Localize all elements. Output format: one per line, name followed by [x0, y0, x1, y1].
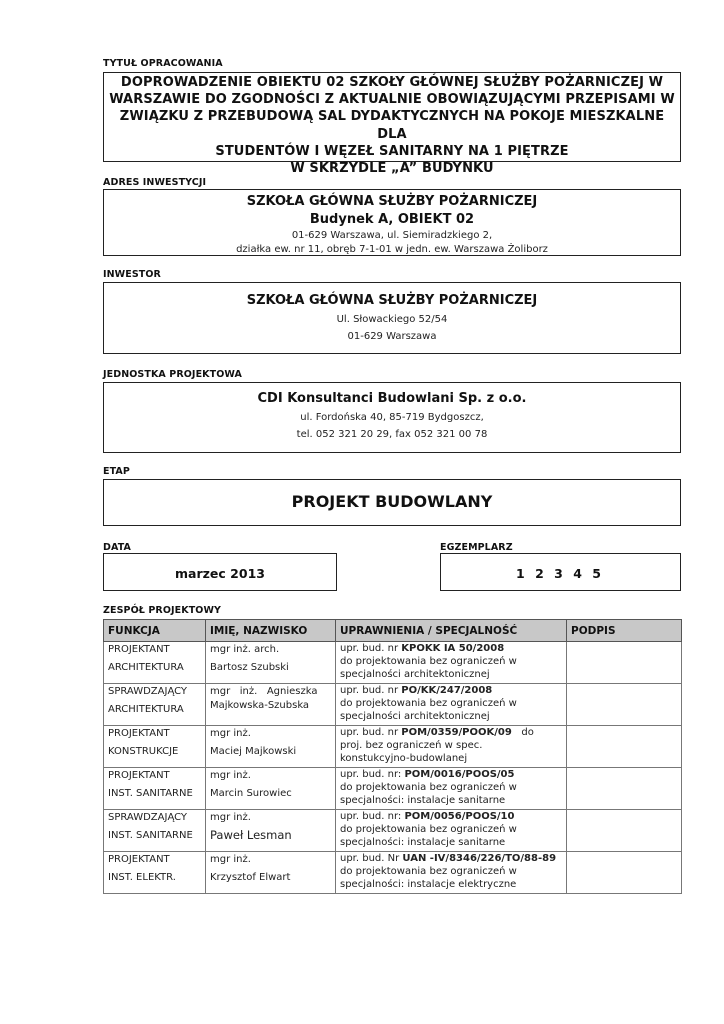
role-line: SPRAWDZAJĄCY — [108, 812, 188, 823]
perm-number: POM/0056/POOS/10 — [404, 811, 515, 822]
table-row — [104, 852, 682, 894]
team-label: ZESPÓŁ PROJEKTOWY — [103, 605, 222, 616]
investor-city: 01-629 Warszawa — [347, 331, 437, 342]
person-name: Maciej Majkowski — [210, 746, 297, 757]
perm-number: POM/0016/POOS/05 — [404, 769, 515, 780]
address-street: 01-629 Warszawa, ul. Siemiradzkiego 2, — [291, 230, 493, 241]
address-building: Budynek A, OBIEKT 02 — [309, 212, 475, 227]
signature-cell — [567, 852, 682, 894]
address-label: ADRES INWESTYCJI — [103, 177, 207, 188]
perm-line: specjalności: instalacje sanitarne — [340, 795, 506, 806]
copies-box — [440, 553, 681, 591]
person-name: Majkowska-Szubska — [210, 700, 310, 711]
table-row — [104, 642, 682, 684]
perm-prefix: upr. bud. nr — [340, 727, 402, 738]
table-row — [104, 684, 682, 726]
perm-line: do projektowania bez ograniczeń w — [340, 824, 517, 835]
date-box — [103, 553, 337, 591]
person-name: Marcin Surowiec — [210, 788, 292, 799]
role-line: PROJEKTANT — [108, 854, 170, 865]
role-line: ARCHITEKTURA — [108, 662, 184, 673]
person-title: mgr inż. arch. — [210, 644, 280, 655]
design-unit-label: JEDNOSTKA PROJEKTOWA — [103, 369, 242, 380]
stage-label: ETAP — [103, 466, 130, 477]
perm-line: konstukcyjno-budowlanej — [340, 753, 468, 764]
role-line: INST. SANITARNE — [108, 788, 193, 799]
title-line: W SKRZYDLE „A” BUDYNKU — [290, 161, 494, 177]
person-title: mgr inż. — [210, 854, 251, 865]
person-name: Krzysztof Elwart — [210, 872, 291, 883]
signature-cell — [567, 642, 682, 684]
header-signature: PODPIS — [567, 620, 682, 642]
role-line: INST. ELEKTR. — [108, 872, 176, 883]
perm-line: specjalności: instalacje sanitarne — [340, 837, 506, 848]
person-name: Paweł Lesman — [210, 828, 292, 842]
stage-value: PROJEKT BUDOWLANY — [291, 492, 493, 511]
signature-cell — [567, 768, 682, 810]
design-unit-box — [103, 382, 681, 453]
header-function: FUNKCJA — [104, 620, 206, 642]
role-line: KONSTRUKCJE — [108, 746, 179, 757]
perm-line: proj. bez ograniczeń w spec. — [340, 740, 483, 751]
person-title: mgr inż. — [210, 770, 251, 781]
perm-prefix: upr. bud. nr — [340, 643, 402, 654]
person-name: Bartosz Szubski — [210, 662, 289, 673]
copies-value: 1 2 3 4 5 — [516, 566, 605, 581]
role-line: ARCHITEKTURA — [108, 704, 184, 715]
header-name: IMIĘ, NAZWISKO — [206, 620, 336, 642]
perm-number: PO/KK/247/2008 — [401, 685, 493, 696]
perm-line: do projektowania bez ograniczeń w — [340, 656, 517, 667]
copies-label: EGZEMPLARZ — [440, 542, 513, 553]
date-value: marzec 2013 — [175, 566, 265, 581]
investor-street: Ul. Słowackiego 52/54 — [336, 314, 448, 325]
team-table — [103, 619, 682, 894]
design-unit-phone: tel. 052 321 20 29, fax 052 321 00 78 — [296, 429, 488, 440]
title-line: ZWIĄZKU Z PRZEBUDOWĄ SAL DYDAKTYCZNYCH NA POKOJE MIESZKALNE DLA — [119, 109, 665, 142]
investor-name: SZKOŁA GŁÓWNA SŁUŻBY POŻARNICZEJ — [246, 293, 538, 308]
role-line: PROJEKTANT — [108, 770, 170, 781]
role-line: PROJEKTANT — [108, 644, 170, 655]
design-unit-name: CDI Konsultanci Budowlani Sp. z o.o. — [257, 391, 527, 406]
perm-number: UAN -IV/8346/226/TO/88-89 — [402, 853, 557, 864]
address-box — [103, 189, 681, 256]
perm-line: do projektowania bez ograniczeń w — [340, 782, 517, 793]
perm-number: POM/0359/POOK/09 — [401, 727, 512, 738]
perm-prefix: upr. bud. nr: — [340, 811, 405, 822]
role-line: INST. SANITARNE — [108, 830, 193, 841]
role-line: PROJEKTANT — [108, 728, 170, 739]
design-unit-address: ul. Fordońska 40, 85-719 Bydgoszcz, — [300, 412, 484, 423]
header-permissions: UPRAWNIENIA / SPECJALNOŚĆ — [336, 620, 567, 642]
person-title: mgr inż. — [210, 728, 251, 739]
person-title: mgr inż. — [210, 812, 251, 823]
perm-number: KPOKK IA 50/2008 — [401, 643, 505, 654]
person-title: mgr inż. Agnieszka — [210, 686, 318, 697]
investor-label: INWESTOR — [103, 269, 161, 280]
perm-suffix: do — [511, 727, 534, 738]
perm-prefix: upr. bud. Nr — [340, 853, 403, 864]
stage-box — [103, 479, 681, 526]
perm-line: specjalności: instalacje elektryczne — [340, 879, 517, 890]
signature-cell — [567, 810, 682, 852]
table-row — [104, 810, 682, 852]
role-line: SPRAWDZAJĄCY — [108, 686, 188, 697]
address-plot: działka ew. nr 11, obręb 7-1-01 w jedn. ew. Warszawa Żoliborz — [236, 244, 548, 255]
perm-line: do projektowania bez ograniczeń w — [340, 698, 517, 709]
signature-cell — [567, 726, 682, 768]
table-row — [104, 768, 682, 810]
title-box — [103, 72, 681, 177]
perm-line: specjalności architektonicznej — [340, 711, 490, 722]
title-line: STUDENTÓW I WĘZEŁ SANITARNY NA 1 PIĘTRZE — [215, 143, 569, 159]
perm-prefix: upr. bud. nr: — [340, 769, 405, 780]
perm-prefix: upr. bud. nr — [340, 685, 402, 696]
address-name: SZKOŁA GŁÓWNA SŁUŻBY POŻARNICZEJ — [246, 194, 538, 209]
perm-line: specjalności architektonicznej — [340, 669, 490, 680]
date-label: DATA — [103, 542, 131, 553]
perm-line: do projektowania bez ograniczeń w — [340, 866, 517, 877]
title-line: DOPROWADZENIE OBIEKTU 02 SZKOŁY GŁÓWNEJ SŁUŻBY POŻARNICZEJ W — [120, 75, 664, 90]
investor-box — [103, 282, 681, 354]
table-row — [104, 726, 682, 768]
team-table-header — [104, 620, 682, 642]
title-section-label: TYTUŁ OPRACOWANIA — [103, 58, 223, 69]
title-line: WARSZAWIE DO ZGODNOŚCI Z AKTUALNIE OBOWIĄZUJĄCYMI PRZEPISAMI W — [109, 92, 675, 108]
signature-cell — [567, 684, 682, 726]
